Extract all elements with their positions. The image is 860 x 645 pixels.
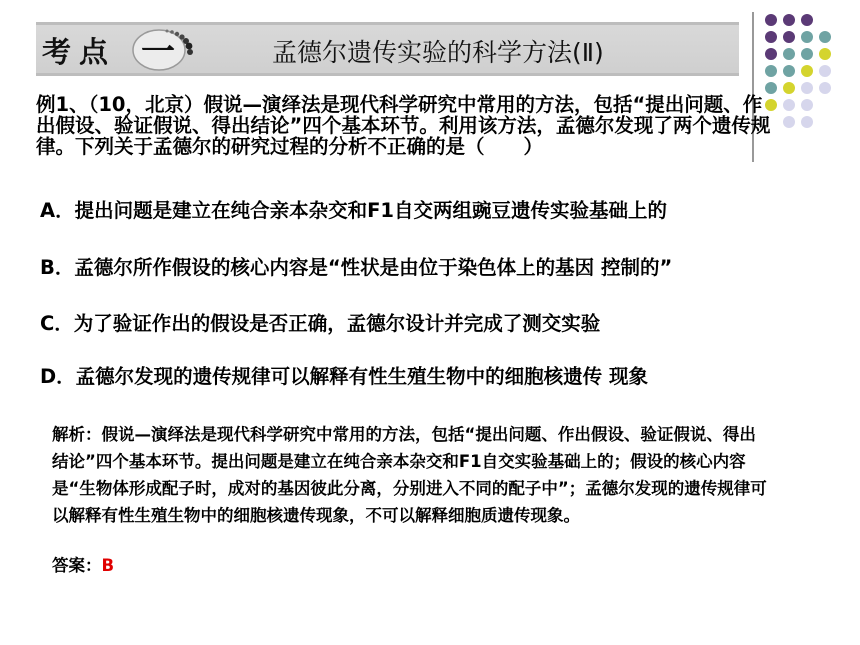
option-b: B．孟德尔所作假设的核心内容是“性状是由位于染色体上的基因 控制的” — [40, 256, 673, 279]
decorative-dot — [765, 31, 777, 43]
decorative-dot — [765, 65, 777, 77]
decorative-dot — [783, 31, 795, 43]
decorative-dot — [801, 82, 813, 94]
decorative-dot — [783, 82, 795, 94]
decorative-dot — [765, 14, 777, 26]
banner-bottom-stripe — [36, 73, 739, 76]
decorative-dot — [801, 99, 813, 111]
decorative-dot — [801, 31, 813, 43]
decorative-dot — [801, 14, 813, 26]
option-c: C．为了验证作出的假设是否正确，孟德尔设计并完成了测交实验 — [40, 312, 601, 335]
section-number: 一 — [141, 32, 175, 72]
page-title: 孟德尔遗传实验的科学方法(Ⅱ) — [272, 38, 604, 67]
option-a: A．提出问题是建立在纯合亲本杂交和F1自交两组豌豆遗传实验基础上的 — [40, 199, 667, 222]
decorative-dot — [783, 48, 795, 60]
question-stem: 例1、（10，北京）假说—演绎法是现代科学研究中常用的方法，包括“提出问题、作出假设、验证假说、得出结论”四个基本环节。利用该方法，孟德尔发现了两个遗传规律。下列关于孟德尔的研究过程的分析不正确的是（ ） — [36, 93, 771, 158]
decorative-dot — [819, 82, 831, 94]
option-d: D．孟德尔发现的遗传规律可以解释有性生殖生物中的细胞核遗传 现象 — [40, 365, 648, 388]
decorative-dot — [765, 82, 777, 94]
decorative-dot — [801, 48, 813, 60]
decorative-dot — [819, 48, 831, 60]
decorative-dot — [801, 65, 813, 77]
analysis-text: 解析：假说—演绎法是现代科学研究中常用的方法，包括“提出问题、作出假设、验证假说、得出结论”四个基本环节。提出问题是建立在纯合亲本杂交和F1自交实验基础上的；假设的核心内容是“生物体形成配子时，成对的基因彼此分离，分别进入不同的配子中”；孟德尔发现的遗传规律可以解释有性生殖生物中的细胞核遗传现象，不可以解释细胞质遗传现象。 — [52, 425, 767, 525]
decorative-dot — [819, 31, 831, 43]
decorative-dot — [783, 65, 795, 77]
decorative-dot — [765, 48, 777, 60]
decorative-dot — [783, 14, 795, 26]
answer-label: 答案： — [52, 556, 102, 575]
decorative-dot-grid — [765, 14, 860, 144]
answer-value: B — [101, 556, 115, 575]
decorative-dot — [819, 65, 831, 77]
decorative-dot — [801, 116, 813, 128]
decorative-dot — [783, 99, 795, 111]
section-label: 考点 — [42, 35, 117, 69]
answer-line — [52, 552, 114, 576]
decorative-dot — [783, 116, 795, 128]
